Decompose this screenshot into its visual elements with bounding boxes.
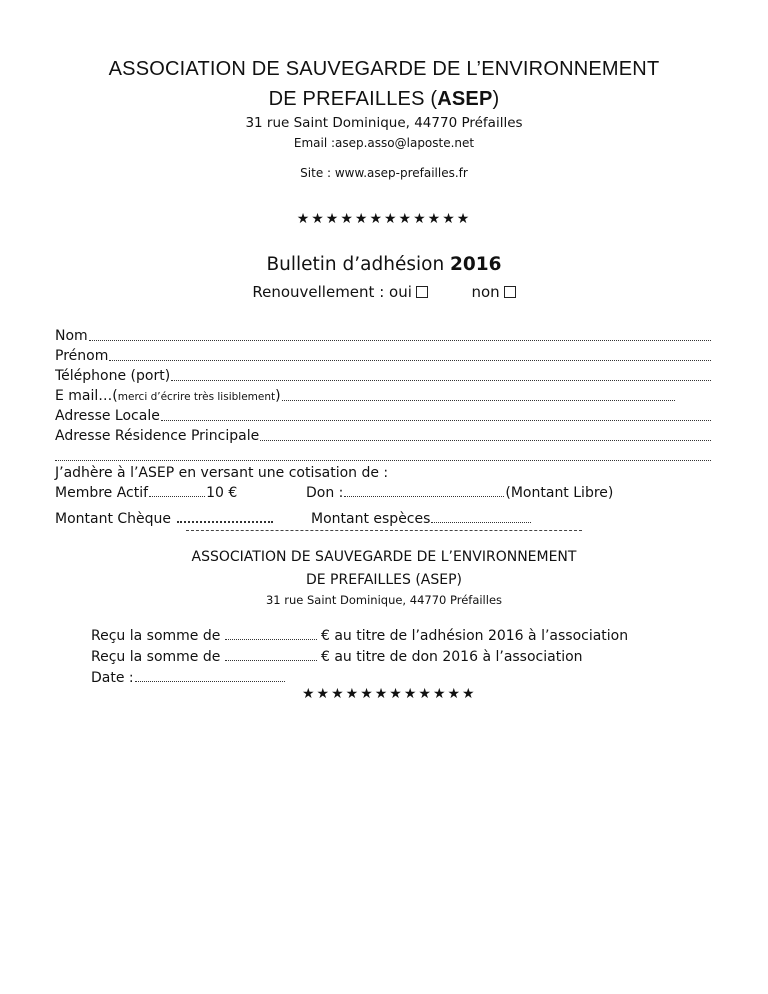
membre-actif-label: Membre Actif (55, 485, 149, 501)
cut-line (186, 530, 582, 531)
association-address: 31 rue Saint Dominique, 44770 Préfailles (245, 115, 523, 131)
field-adresse-principale[interactable] (55, 426, 711, 444)
field-adresse-locale[interactable] (55, 406, 711, 424)
cheque-amount-line[interactable] (177, 520, 273, 523)
email-label-text: E mail…( (55, 388, 118, 404)
field-adresse-continuation-line[interactable] (55, 459, 711, 461)
association-email: Email :asep.asso@laposte.net (293, 136, 475, 150)
renewal-no-checkbox[interactable] (504, 286, 516, 298)
don-line (306, 485, 613, 501)
email-label-suffix: ) (275, 388, 281, 404)
field-adresse-continuation[interactable] (55, 446, 711, 464)
field-prenom-line[interactable] (109, 359, 711, 361)
field-telephone[interactable] (55, 366, 711, 384)
field-nom-label: Nom (55, 328, 88, 344)
don-label: Don : (306, 485, 344, 501)
receipt-adhesion-text: € au titre de l’adhésion 2016 à l’association (321, 628, 629, 644)
receipt-don-text: € au titre de don 2016 à l’association (321, 649, 583, 665)
field-prenom-label: Prénom (55, 348, 109, 364)
don-amount-line[interactable] (344, 495, 504, 497)
receipt-title-line1: ASSOCIATION DE SAUVEGARDE DE L’ENVIRONNEMENT (191, 549, 577, 565)
association-title-line2 (0, 88, 768, 111)
receipt-recu-label-2: Reçu la somme de (91, 649, 221, 665)
title-prefix: DE PREFAILLES ( (268, 88, 438, 110)
don-note: (Montant Libre) (505, 485, 614, 501)
field-prenom[interactable] (55, 346, 711, 364)
bulletin-title-text: Bulletin d’adhésion (266, 254, 451, 275)
receipt-date-line[interactable] (135, 680, 285, 682)
field-adresse-principale-line[interactable] (260, 439, 711, 441)
renewal-line (0, 283, 768, 301)
field-telephone-label: Téléphone (port) (55, 368, 171, 384)
receipt-don-amount (91, 649, 318, 665)
stars-divider-top: ★★★★★★★★★★★★ (296, 211, 472, 227)
title-acronym: ASEP (437, 88, 493, 110)
field-nom-line[interactable] (89, 339, 711, 341)
renewal-yes-checkbox[interactable] (416, 286, 428, 298)
cotisation-intro: J’adhère à l’ASEP en versant une cotisation de : (55, 465, 389, 481)
title-suffix: ) (492, 88, 500, 110)
receipt-title-line2: DE PREFAILLES (ASEP) (305, 572, 463, 588)
association-site: Site : www.asep-prefailles.fr (300, 166, 468, 180)
receipt-date (91, 670, 286, 686)
receipt-don-line[interactable] (225, 659, 317, 661)
receipt-date-label: Date : (91, 670, 134, 686)
receipt-adhesion-line[interactable] (225, 638, 317, 640)
email-note: merci d’écrire très lisiblement (117, 391, 276, 403)
field-telephone-line[interactable] (171, 379, 711, 381)
especes-line (311, 511, 532, 527)
association-title-line1: ASSOCIATION DE SAUVEGARDE DE L’ENVIRONNEMENT (108, 58, 660, 80)
bulletin-title (0, 254, 768, 275)
receipt-adhesion-amount (91, 628, 318, 644)
renewal-label: Renouvellement : oui (252, 283, 412, 301)
cheque-label: Montant Chèque (55, 511, 172, 527)
especes-amount-line[interactable] (431, 521, 531, 523)
membre-actif-dots[interactable] (149, 495, 205, 497)
field-adresse-locale-label: Adresse Locale (55, 408, 160, 424)
especes-label: Montant espèces (311, 511, 431, 527)
bulletin-year: 2016 (450, 254, 502, 275)
field-adresse-locale-line[interactable] (161, 419, 711, 421)
membre-actif-line (55, 485, 237, 501)
field-email-label (55, 388, 281, 404)
membre-actif-amount: 10 € (206, 485, 238, 501)
field-nom[interactable] (55, 326, 711, 344)
receipt-address: 31 rue Saint Dominique, 44770 Préfailles (265, 593, 503, 607)
receipt-recu-label-1: Reçu la somme de (91, 628, 221, 644)
cheque-line (55, 511, 274, 527)
field-adresse-principale-label: Adresse Résidence Principale (55, 428, 260, 444)
field-email-line[interactable] (282, 399, 675, 401)
renewal-no-label: non (471, 283, 500, 301)
field-email[interactable] (55, 386, 675, 404)
stars-divider-bottom: ★★★★★★★★★★★★ (302, 686, 477, 702)
